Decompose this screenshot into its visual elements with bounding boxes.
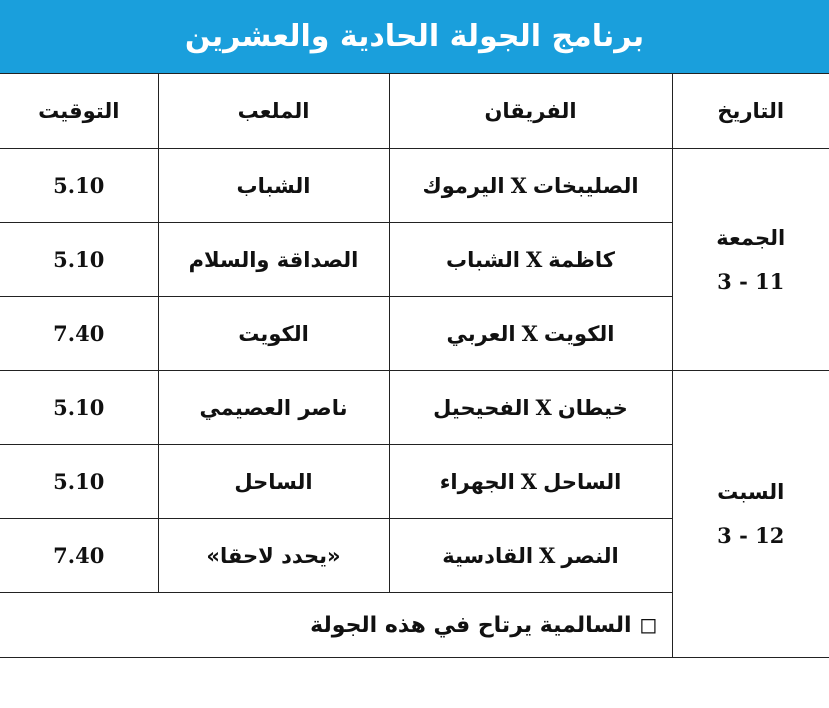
teams-cell: [389, 223, 672, 297]
versus-mark: X: [521, 321, 538, 346]
versus-mark: X: [520, 469, 538, 494]
bye-note: ◻ السالمية يرتاح في هذه الجولة: [0, 593, 672, 658]
home-team: الساحل: [543, 470, 622, 494]
away-team: اليرموك: [422, 174, 505, 198]
away-team: الفحيحيل: [433, 396, 530, 420]
versus-mark: X: [526, 247, 543, 272]
day-label: السبت: [717, 480, 785, 504]
time-cell: 5.10: [0, 223, 158, 297]
time-cell: 5.10: [0, 371, 158, 445]
teams-cell: [389, 149, 672, 223]
teams-cell: [389, 445, 672, 519]
home-team: النصر: [561, 544, 619, 568]
versus-mark: X: [535, 395, 552, 420]
header-date: التاريخ: [672, 74, 829, 149]
teams-cell: [389, 297, 672, 371]
versus-mark: X: [510, 173, 527, 198]
stadium-cell: «يحدد لاحقا»: [158, 519, 389, 593]
time-cell: 7.40: [0, 297, 158, 371]
day-label: الجمعة: [716, 225, 786, 250]
time-cell: 5.10: [0, 149, 158, 223]
schedule-table: [0, 73, 829, 658]
away-team: القادسية: [442, 544, 534, 568]
date-cell-saturday: [672, 371, 829, 658]
teams-cell: [389, 371, 672, 445]
table-row: [0, 371, 829, 445]
teams-cell: [389, 519, 672, 593]
time-cell: 5.10: [0, 445, 158, 519]
header-time: التوقيت: [0, 74, 158, 149]
date-label: 3 - 12: [717, 523, 785, 548]
stadium-cell: الصداقة والسلام: [158, 223, 389, 297]
date-label: 3 - 11: [717, 268, 785, 294]
time-cell: 7.40: [0, 519, 158, 593]
stadium-cell: الساحل: [158, 445, 389, 519]
home-team: كاظمة: [548, 248, 615, 272]
away-team: العربي: [446, 322, 516, 346]
stadium-cell: الشباب: [158, 149, 389, 223]
home-team: الصليبخات: [532, 174, 639, 198]
stadium-cell: الكويت: [158, 297, 389, 371]
away-team: الشباب: [445, 248, 520, 272]
header-stadium: الملعب: [158, 74, 389, 149]
home-team: خيطان: [557, 396, 628, 420]
header-teams: الفريقان: [389, 74, 672, 149]
page-title: برنامج الجولة الحادية والعشرين: [0, 0, 829, 73]
table-row: [0, 149, 829, 223]
table-header-row: [0, 74, 829, 149]
date-cell-friday: [672, 149, 829, 371]
stadium-cell: ناصر العصيمي: [158, 371, 389, 445]
home-team: الكويت: [543, 322, 615, 346]
away-team: الجهراء: [439, 470, 515, 494]
versus-mark: X: [539, 543, 556, 568]
